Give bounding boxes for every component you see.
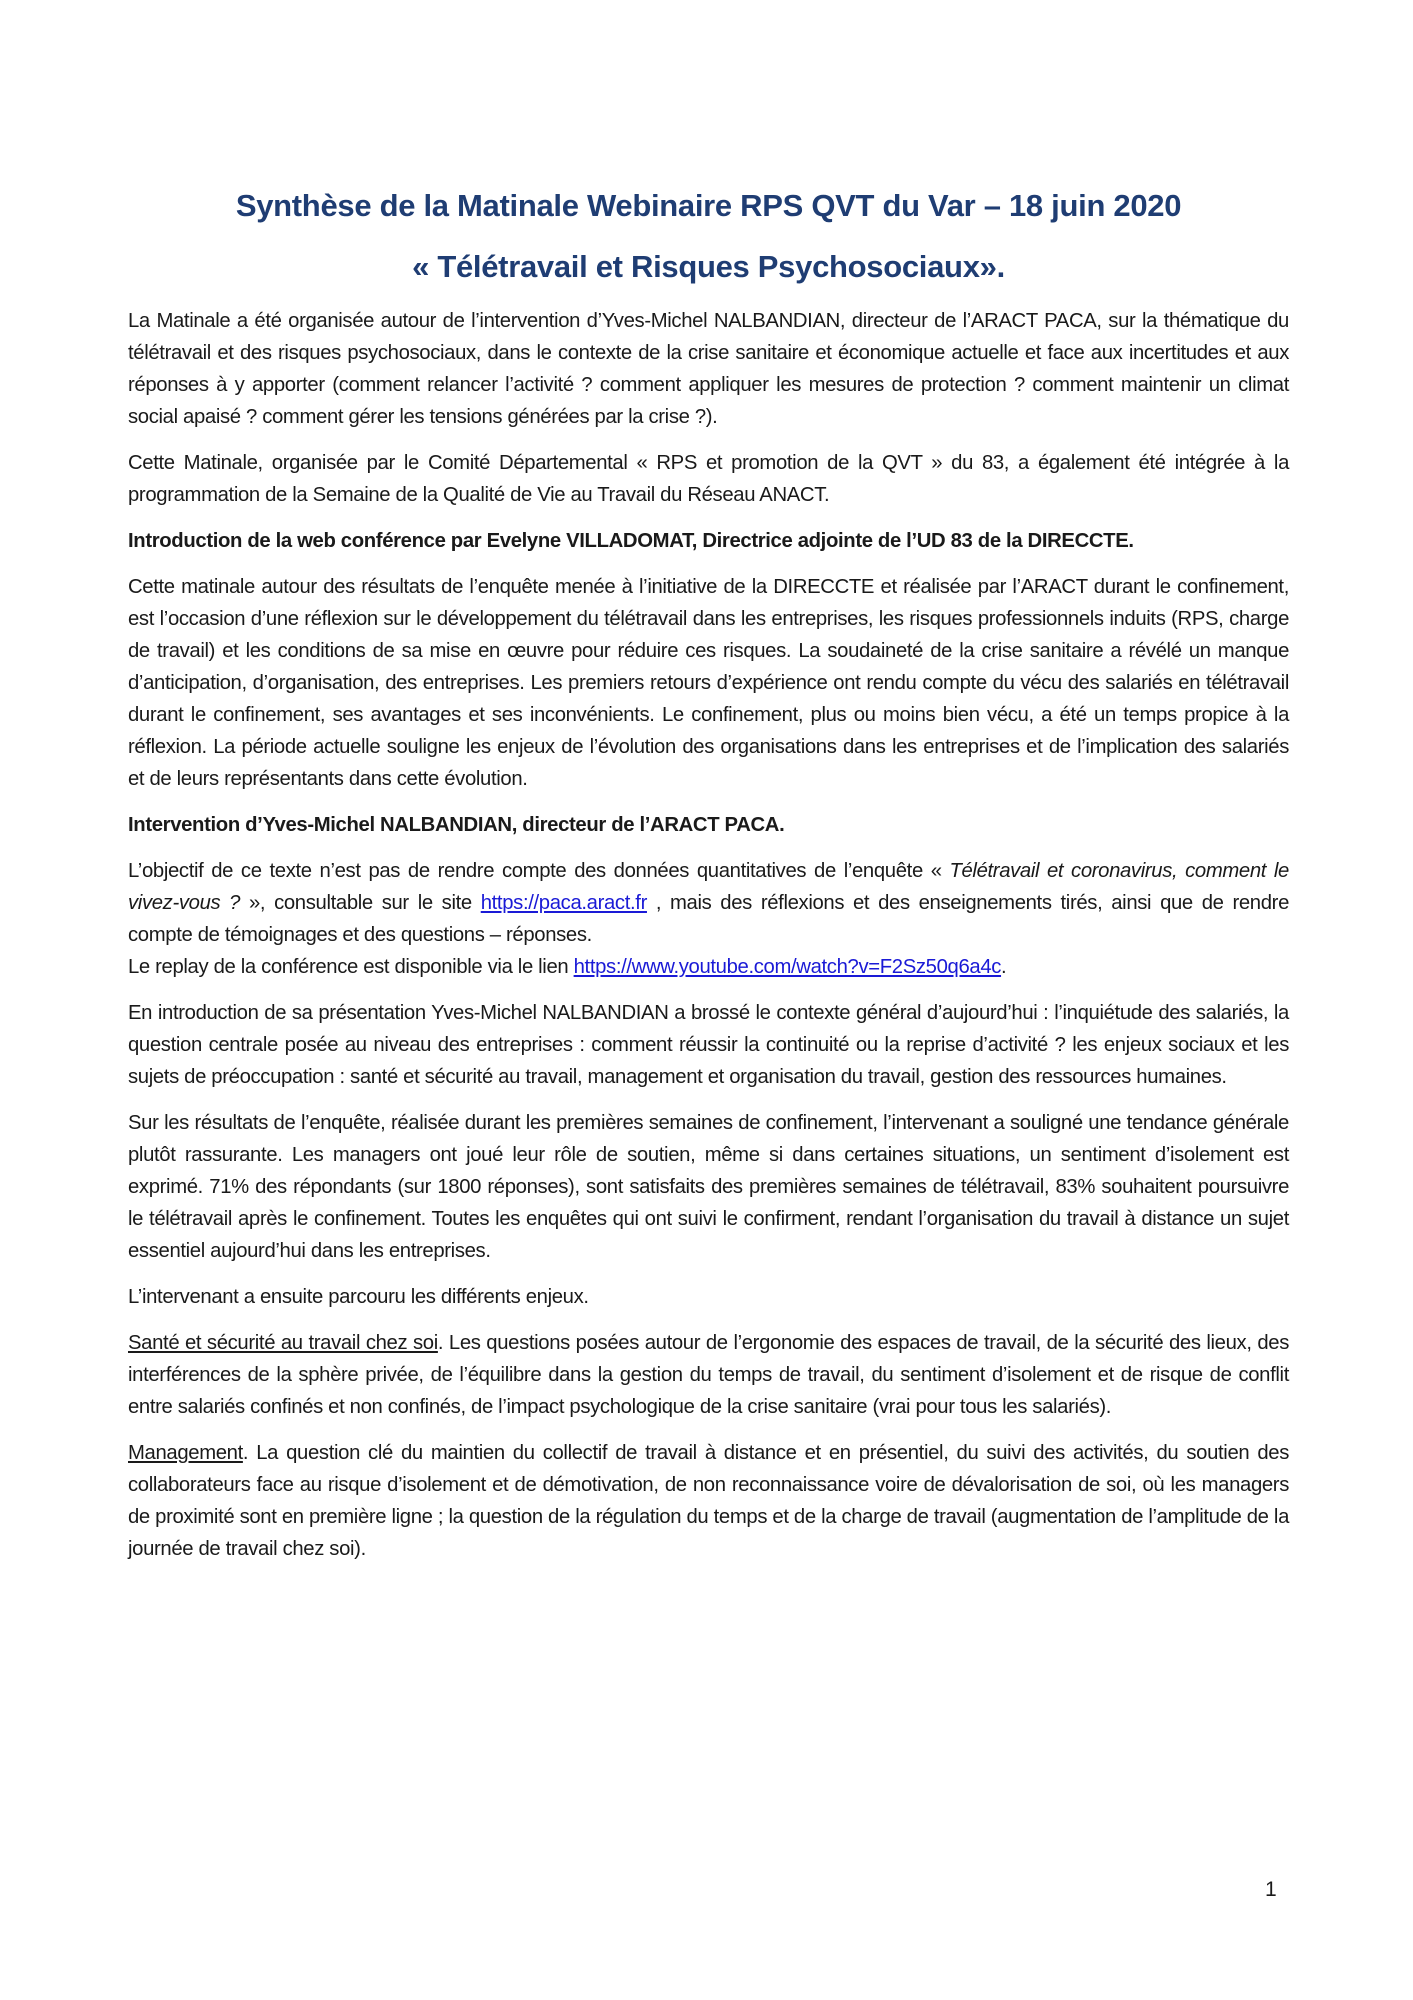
objective-text-mid: », consultable sur le site [240, 892, 481, 914]
page-number: 1 [1265, 1878, 1277, 1901]
document-body [128, 305, 1289, 1579]
document-title: Synthèse de la Matinale Webinaire RPS QVT du Var – 18 juin 2020 [235, 188, 1182, 223]
survey-title-italic: Télétravail et coronavirus, comment le vivez-vous ? [128, 860, 1289, 914]
paragraph-management [128, 1437, 1289, 1565]
section-heading-intervention: Intervention d’Yves-Michel NALBANDIAN, directeur de l’ARACT PACA. [128, 814, 785, 836]
aract-site-link[interactable]: https://paca.aract.fr [480, 892, 647, 914]
health-safety-label: Santé et sécurité au travail chez soi [128, 1332, 438, 1354]
health-safety-text: . Les questions posées autour de l’ergonomie des espaces de travail, de la sécurité des lieux, des interférences de la sphère privée, de l’équilibre dans la gestion du temps de travail, du sentiment d’isolement et de risque de conflit entre salariés confinés et non confinés, de l’impact psychologique de la crise sanitaire (vrai pour tous les salariés). [128, 1332, 1289, 1418]
paragraph-health-safety [128, 1327, 1289, 1423]
paragraph-objective [128, 855, 1289, 983]
document-subtitle: « Télétravail et Risques Psychosociaux». [412, 249, 1005, 284]
paragraph-survey-context: Cette matinale autour des résultats de l’enquête menée à l’initiative de la DIRECCTE et réalisée par l’ARACT durant le confinement, est l’occasion d’une réflexion sur le développement du télétravail dans les entreprises, les risques professionnels induits (RPS, charge de travail) et les conditions de sa mise en œuvre pour réduire ces risques. La soudaineté de la crise sanitaire a révélé un manque d’anticipation, d’organisation, des entreprises. Les premiers retours d’expérience ont rendu compte du vécu des salariés en télétravail durant le confinement, ses avantages et ses inconvénients. Le confinement, plus ou moins bien vécu, a été un temps propice à la réflexion. La période actuelle souligne les enjeux de l’évolution des organisations dans les entreprises et de l’implication des salariés et de leurs représentants dans cette évolution. [128, 576, 1289, 790]
management-text: . La question clé du maintien du collectif de travail à distance et en présentiel, du suivi des activités, du soutien des collaborateurs face au risque d’isolement et de démotivation, de non reconnaissance voire de dévalorisation de soi, où les managers de proximité sont en première ligne ; la question de la régulation du temps et de la charge de travail (augmentation de l’amplitude de la journée de travail chez soi). [128, 1442, 1289, 1560]
paragraph-committee: Cette Matinale, organisée par le Comité Départemental « RPS et promotion de la QVT » du 83, a également été intégrée à la programmation de la Semaine de la Qualité de Vie au Travail du Réseau ANACT. [128, 452, 1289, 506]
replay-text: Le replay de la conférence est disponible via le lien [128, 956, 574, 978]
management-label: Management [128, 1442, 243, 1464]
paragraph-issues-intro: L’intervenant a ensuite parcouru les différents enjeux. [128, 1286, 589, 1308]
youtube-replay-link[interactable]: https://www.youtube.com/watch?v=F2Sz50q6a4c [573, 956, 1002, 978]
paragraph-intro: La Matinale a été organisée autour de l’intervention d’Yves-Michel NALBANDIAN, directeur de l’ARACT PACA, sur la thématique du télétravail et des risques psychosociaux, dans le contexte de la crise sanitaire et économique actuelle et face aux incertitudes et aux réponses à y apporter (comment relancer l’activité ? comment appliquer les mesures de protection ? comment maintenir un climat social apaisé ? comment gérer les tensions générées par la crise ?). [128, 310, 1289, 428]
paragraph-general-context: En introduction de sa présentation Yves-Michel NALBANDIAN a brossé le contexte général d’aujourd’hui : l’inquiétude des salariés, la question centrale posée au niveau des entreprises : comment réussir la continuité ou la reprise d’activité ? les enjeux sociaux et les sujets de préoccupation : santé et sécurité au travail, management et organisation du travail, gestion des ressources humaines. [128, 1002, 1289, 1088]
objective-text-end: , mais des réflexions et des enseignements tirés, ainsi que de rendre compte de témoignages et des questions – réponses. [128, 892, 1289, 946]
objective-text-start: L’objectif de ce texte n’est pas de rendre compte des données quantitatives de l’enquête « [128, 860, 950, 882]
paragraph-survey-results: Sur les résultats de l’enquête, réalisée durant les premières semaines de confinement, l’intervenant a souligné une tendance générale plutôt rassurante. Les managers ont joué leur rôle de soutien, même si dans certaines situations, un sentiment d’isolement est exprimé. 71% des répondants (sur 1800 réponses), sont satisfaits des premières semaines de télétravail, 83% souhaitent poursuivre le télétravail après le confinement. Toutes les enquêtes qui ont suivi le confirment, rendant l’organisation du travail à distance un sujet essentiel aujourd’hui dans les entreprises. [128, 1112, 1289, 1262]
section-heading-introduction: Introduction de la web conférence par Evelyne VILLADOMAT, Directrice adjointe de l’UD 83 de la DIRECCTE. [128, 530, 1134, 552]
replay-end: . [1001, 956, 1007, 978]
